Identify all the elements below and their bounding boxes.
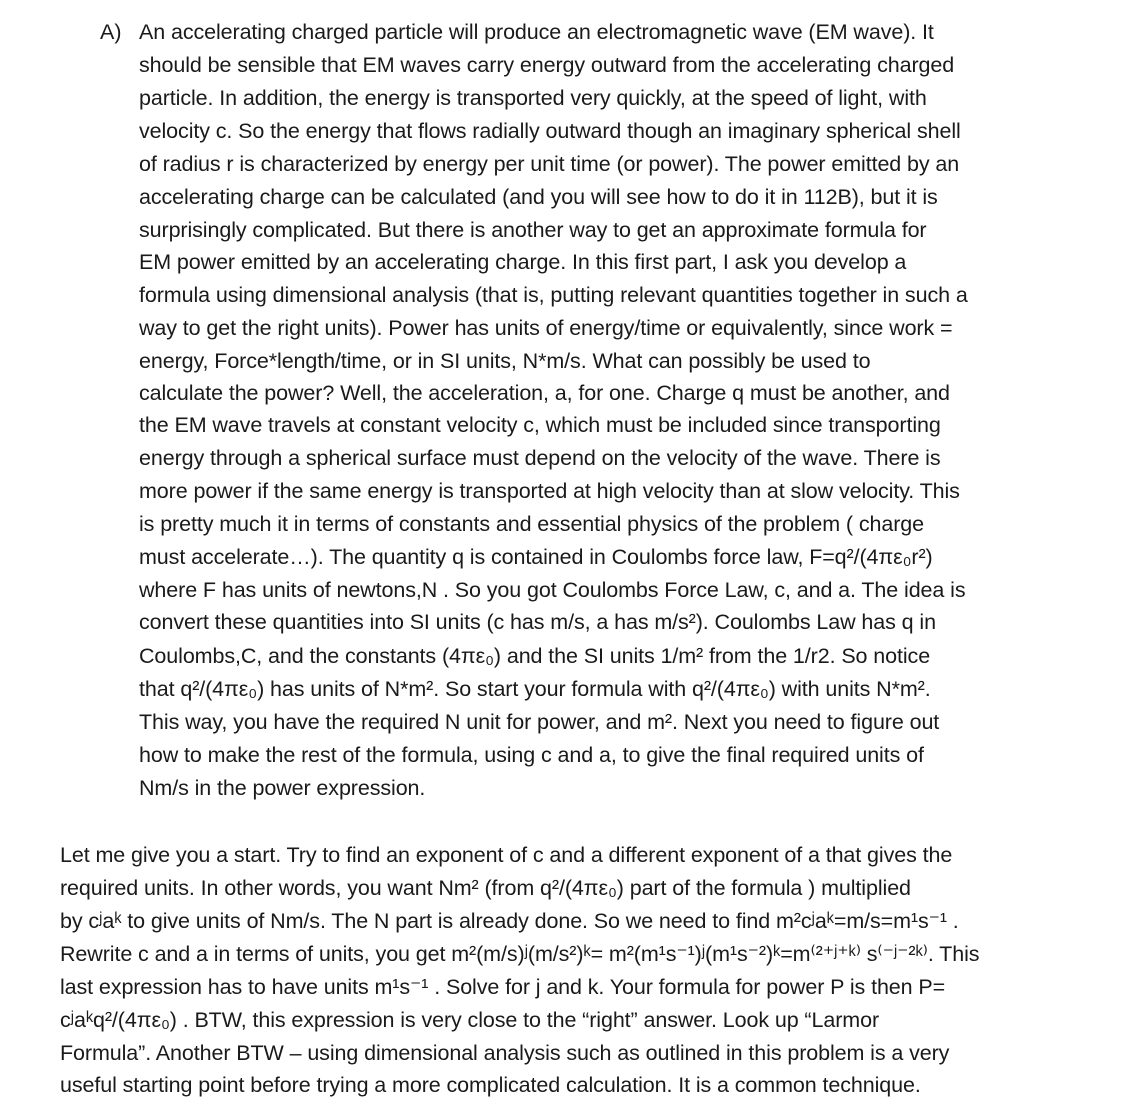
part-b-line: last expression has to have units m¹s⁻¹ . Solve for j and k. Your formula for power P is then P= xyxy=(60,975,946,999)
part-a-line: must accelerate…). The quantity q is contained in Coulombs force law, F=q²/(4πε₀r²) xyxy=(139,545,933,569)
part-a-line: velocity c. So the energy that flows radially outward though an imaginary spherical shell xyxy=(139,119,961,143)
part-a-line: should be sensible that EM waves carry energy outward from the accelerating charged xyxy=(139,53,955,77)
part-a-line: particle. In addition, the energy is transported very quickly, at the speed of light, with xyxy=(139,86,927,110)
part-b-line: useful starting point before trying a more complicated calculation. It is a common technique. xyxy=(60,1073,921,1097)
part-a-line: surprisingly complicated. But there is another way to get an approximate formula for xyxy=(139,218,927,242)
part-b-line: Rewrite c and a in terms of units, you get m²(m/s)ʲ(m/s²)ᵏ= m²(m¹s⁻¹)ʲ(m¹s⁻²)ᵏ=m⁽²⁺ʲ⁺ᵏ⁾ s⁽⁻ʲ⁻²ᵏ⁾. This xyxy=(60,942,980,966)
part-a-line: way to get the right units). Power has units of energy/time or equivalently, since work = xyxy=(139,316,953,340)
part-b-line: required units. In other words, you want Nm² (from q²/(4πε₀) part of the formula ) multiplied xyxy=(60,876,911,900)
part-a-line: formula using dimensional analysis (that is, putting relevant quantities together in such a xyxy=(139,283,968,307)
part-a-line: Nm/s in the power expression. xyxy=(139,776,426,800)
part-a-line: This way, you have the required N unit for power, and m². Next you need to figure out xyxy=(139,710,940,734)
part-a-line: is pretty much it in terms of constants and essential physics of the problem ( charge xyxy=(139,512,924,536)
part-a-line: EM power emitted by an accelerating charge. In this first part, I ask you develop a xyxy=(139,250,907,274)
part-a-line: Coulombs,C, and the constants (4πε₀) and the SI units 1/m² from the 1/r2. So notice xyxy=(139,644,931,668)
part-a-line: accelerating charge can be calculated (and you will see how to do it in 112B), but it is xyxy=(139,185,938,209)
part-a-line: convert these quantities into SI units (c has m/s, a has m/s²). Coulombs Law has q in xyxy=(139,610,936,634)
part-a-line: of radius r is characterized by energy per unit time (or power). The power emitted by an xyxy=(139,152,960,176)
part-a-line: more power if the same energy is transported at high velocity than at slow velocity. This xyxy=(139,479,960,503)
part-a-line: calculate the power? Well, the acceleration, a, for one. Charge q must be another, and xyxy=(139,381,950,405)
part-a-marker: A) xyxy=(100,20,122,44)
part-a-line: An accelerating charged particle will produce an electromagnetic wave (EM wave). It xyxy=(139,20,934,44)
part-b-line: by cʲaᵏ to give units of Nm/s. The N part is already done. So we need to find m²cʲaᵏ=m/s=m¹s⁻¹ . xyxy=(60,909,959,933)
part-b-line: cʲaᵏq²/(4πε₀) . BTW, this expression is very close to the “right” answer. Look up “Larmor xyxy=(60,1008,879,1032)
part-a-line: the EM wave travels at constant velocity c, which must be included since transporting xyxy=(139,413,941,437)
part-a-line: energy, Force*length/time, or in SI units, N*m/s. What can possibly be used to xyxy=(139,349,871,373)
part-a-line: energy through a spherical surface must depend on the velocity of the wave. There is xyxy=(139,446,941,470)
part-b-line: Formula”. Another BTW – using dimensional analysis such as outlined in this problem is a very xyxy=(60,1041,950,1065)
part-a-line: how to make the rest of the formula, using c and a, to give the final required units of xyxy=(139,743,924,767)
part-a-line: where F has units of newtons,N . So you got Coulombs Force Law, c, and a. The idea is xyxy=(139,578,966,602)
part-b-line: Let me give you a start. Try to find an exponent of c and a different exponent of a that gives the xyxy=(60,843,953,867)
part-a-line: that q²/(4πε₀) has units of N*m². So start your formula with q²/(4πε₀) with units N*m². xyxy=(139,677,931,701)
